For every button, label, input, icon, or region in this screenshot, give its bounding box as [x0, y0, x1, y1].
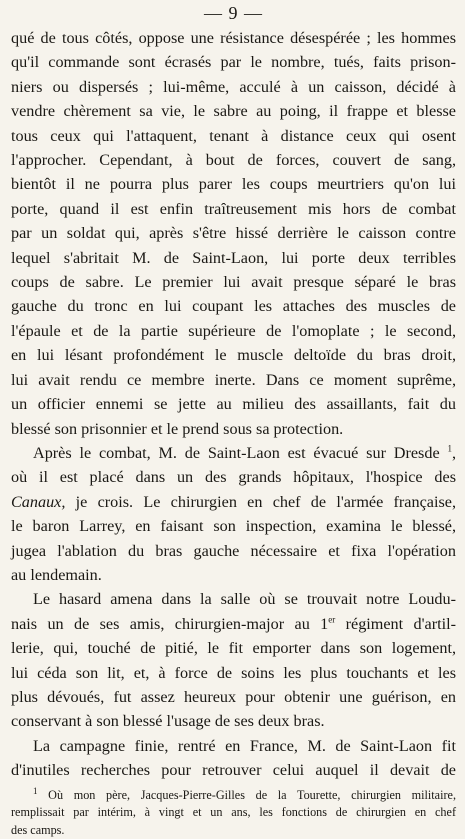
text-line: où il est placé dans un des grands hôpitaux, l'hospice des — [11, 468, 456, 487]
text-line — [11, 612, 456, 636]
text-fragment: je crois. Le chirurgien en chef de l'armée française, — [65, 492, 456, 511]
text-line: au lendemain. — [11, 565, 102, 584]
text-line: tous ceux qui l'attaquent, tenant à distance ceux qui osent — [11, 126, 456, 145]
text-line: lui céda son lit, et, à force de soins les plus touchants et les — [11, 663, 456, 682]
text-line: l'approcher. Cependant, à bout de forces, couvert de sang, — [11, 151, 456, 170]
text-line: vendre chèrement sa vie, le sabre au poing, il frappe et blesse — [11, 102, 456, 121]
superscript-ordinal: er — [328, 614, 336, 625]
footnote-line: remplissait par intérim, à vingt et un ans, les fonctions de chirurgien en chef — [11, 805, 456, 820]
text-line: Le hasard amena dans la salle où se trouvait notre Loudu- — [33, 590, 456, 609]
footnote-line: des camps. — [11, 822, 65, 837]
text-line: conservant à son blessé l'usage de ses deux bras. — [11, 712, 325, 731]
text-line — [11, 490, 456, 514]
text-fragment: régiment d'artil- — [335, 614, 456, 633]
body-text — [11, 26, 456, 783]
footnote-marker: 1 — [33, 785, 38, 796]
paragraph-1 — [11, 26, 456, 441]
text-line: blessé son prisonnier et le prend sous sa protection. — [11, 419, 344, 438]
text-line: niers ou dispersés ; lui-même, acculé à un caisson, décidé à — [11, 77, 456, 96]
text-line: d'inutiles recherches pour retrouver celui auquel il devait de — [11, 761, 456, 780]
italic-place-name: Canaux, — [11, 492, 66, 511]
text-line: un officier ennemi se jette au milieu des assaillants, fait du — [11, 395, 456, 414]
paragraph-2 — [11, 441, 456, 587]
text-line: qué de tous côtés, oppose une résistance désespérée ; les hommes — [11, 29, 456, 47]
text-line: gauche du tronc en lui coupant les attaches des muscles de — [11, 297, 456, 316]
footnote-line — [11, 787, 456, 805]
text-fragment: nais un de ses amis, chirurgien-major au 1 — [11, 614, 329, 633]
text-line: lerie, qui, touché de pitié, le fit emporter dans son logement, — [11, 639, 456, 658]
text-line: jugea l'ablation du bras gauche nécessaire et fixa l'opération — [11, 541, 456, 560]
text-fragment: Après le combat, M. de Saint-Laon est évacué sur Dresde — [33, 443, 440, 462]
paragraph-4 — [11, 734, 456, 783]
text-line: porte, quand il est enfin traîtreusement mis hors de combat — [11, 199, 456, 218]
text-line — [11, 441, 456, 465]
page-number: — 9 — — [204, 3, 263, 23]
text-line: par un soldat qui, après s'être hissé derrière le caisson contre — [11, 224, 456, 243]
footnote — [11, 787, 456, 839]
text-line: en lui lésant profondément le muscle deltoïde du bras droit, — [11, 346, 456, 365]
text-line: plus dévoués, fut assez heureux pour obtenir une guérison, en — [11, 687, 456, 706]
text-fragment: Où mon père, Jacques-Pierre-Gilles de la Tourette, chirurgien militaire, — [37, 787, 456, 802]
text-fragment: , — [451, 443, 457, 462]
text-line: qu'il commande sont écrasés par le nombre, tués, faits prison- — [11, 53, 456, 72]
footnote-reference: 1 — [447, 443, 452, 454]
text-line: La campagne finie, rentré en France, M. de Saint-Laon fit — [33, 736, 456, 755]
text-line: l'épaule et de la partie supérieure de l'omoplate ; le second, — [11, 321, 456, 340]
text-line: bientôt il ne pourra plus parer les coups meurtriers qu'on lui — [11, 175, 456, 194]
text-line: coups de sabre. Le premier lui avait presque séparé le bras — [11, 273, 456, 292]
text-line: le baron Larrey, en faisant son inspection, examina le blessé, — [11, 517, 456, 536]
text-line: lequel s'abritait M. de Saint-Laon, lui porte deux terribles — [11, 248, 456, 267]
paragraph-3 — [11, 587, 456, 733]
text-line: lui avait rendu ce membre inerte. Dans ce moment suprême, — [11, 370, 456, 389]
